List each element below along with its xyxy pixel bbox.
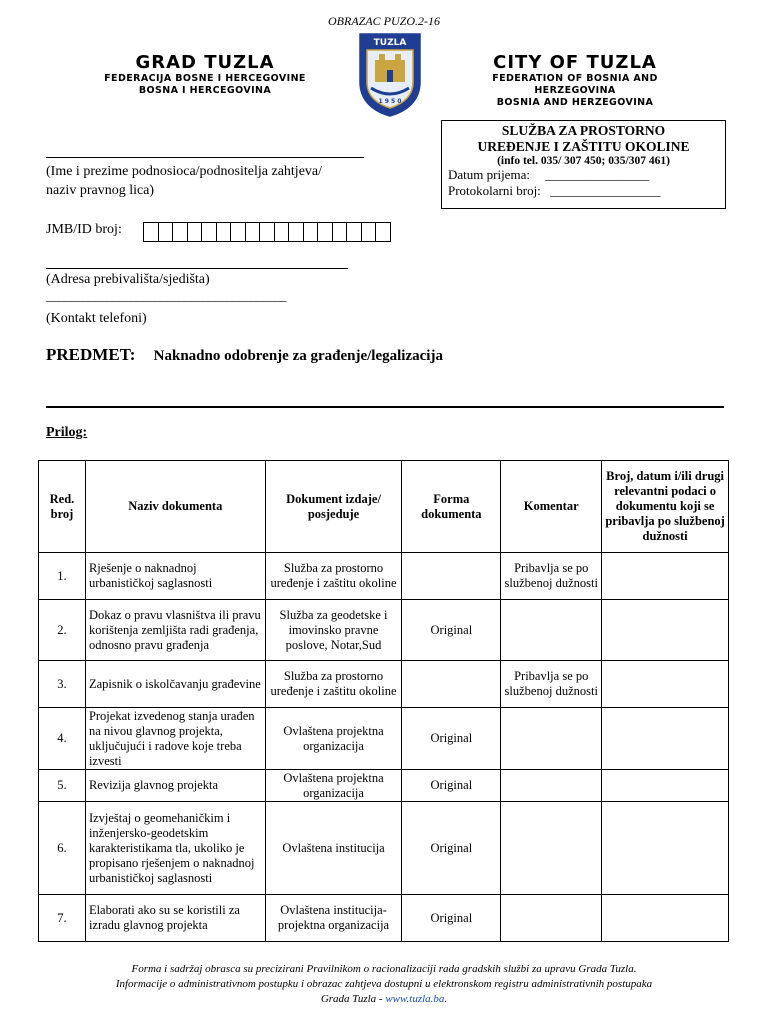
country-bs: BOSNA I HERCEGOVINA xyxy=(138,85,272,96)
footer-line1: Forma i sadržaj obrasca su precizirani Pravilnikom o racionalizaciji rada gradskih službi za upravu Grada Tuzla. xyxy=(131,963,637,975)
row-ref[interactable] xyxy=(602,770,729,802)
row-form: Original xyxy=(402,600,501,661)
form-code: OBRAZAC PUZO.2-16 xyxy=(328,14,440,28)
table-row xyxy=(39,661,729,708)
table-row xyxy=(39,802,729,895)
row-name: Rješenje o naknadnoj urbanističkoj saglasnosti xyxy=(85,553,265,600)
row-ref[interactable] xyxy=(602,661,729,708)
row-issuer: Služba za prostorno uređenje i zaštitu okoline xyxy=(265,661,402,708)
row-issuer: Ovlaštena institucija-projektna organizacija xyxy=(265,895,402,942)
table-row xyxy=(39,708,729,770)
subject-label: PREDMET: xyxy=(46,345,136,364)
name-field-line[interactable] xyxy=(46,157,364,158)
row-num: 7. xyxy=(39,895,86,942)
table-row xyxy=(39,770,729,802)
row-form: Original xyxy=(402,708,501,770)
jmb-label: JMB/ID broj: xyxy=(46,222,122,237)
city-title-bs: GRAD TUZLA xyxy=(135,52,275,73)
row-num: 2. xyxy=(39,600,86,661)
footer-line2: Informacije o administrativnom postupku i obrazac zahtjeva dostupni u elektronskom registru administrativnih postupaka xyxy=(115,978,653,990)
row-ref[interactable] xyxy=(602,802,729,895)
header-form: Forma dokumenta xyxy=(402,461,501,553)
row-form: Original xyxy=(402,802,501,895)
row-form: Original xyxy=(402,770,501,802)
table-row xyxy=(39,600,729,661)
name-label-line2: naziv pravnog lica) xyxy=(46,183,155,198)
header-comment: Komentar xyxy=(501,461,602,553)
row-comment xyxy=(501,895,602,942)
date-received-label: Datum prijema: xyxy=(448,167,530,182)
row-name: Projekat izvedenog stanja urađen na nivou glavnog projekta, uključujući i radove koje treba izvesti xyxy=(85,708,265,770)
row-num: 1. xyxy=(39,553,86,600)
row-issuer: Ovlaštena projektna organizacija xyxy=(265,770,402,802)
table-header-row xyxy=(39,461,729,553)
footer-line3-prefix: Grada Tuzla - xyxy=(320,993,386,1005)
row-name: Izvještaj o geomehaničkim i inženjersko-geodetskim karakteristikama tla, ukoliko je propisano rješenjem o naknadnoj urbanističkoj saglasnosti xyxy=(85,802,265,895)
row-form xyxy=(402,661,501,708)
row-ref[interactable] xyxy=(602,895,729,942)
row-comment xyxy=(501,802,602,895)
footer-url-link[interactable]: www.tuzla.ba xyxy=(385,993,445,1005)
office-title-2: UREĐENJE I ZAŠTITU OKOLINE xyxy=(477,139,690,154)
office-info: (info tel. 035/ 307 450; 035/307 461) xyxy=(497,155,670,167)
federation-en: FEDERATION OF BOSNIA AND HERZEGOVINA xyxy=(492,73,658,96)
address-label: (Adresa prebivališta/sjedišta) xyxy=(46,272,210,287)
row-form: Original xyxy=(402,895,501,942)
address-field-line[interactable] xyxy=(46,268,348,269)
footer-line3 xyxy=(0,992,768,1007)
phone-field-line[interactable]: ________________________________________ xyxy=(46,288,286,303)
header-left xyxy=(90,52,320,97)
crest-top-text: TUZLA xyxy=(373,38,407,48)
date-received-row xyxy=(448,167,719,183)
header-issuer: Dokument izdaje/ posjeduje xyxy=(265,461,402,553)
crest-year-text: 1 9 5 0 xyxy=(378,98,402,105)
phone-label: (Kontakt telefoni) xyxy=(46,311,147,326)
row-name: Elaborati ako su se koristili za izradu glavnog projekta xyxy=(85,895,265,942)
header-num: Red. broj xyxy=(39,461,86,553)
protocol-number-field[interactable]: _________________ xyxy=(550,183,661,198)
row-comment: Pribavlja se po službenoj dužnosti xyxy=(501,661,602,708)
row-form xyxy=(402,553,501,600)
table-row xyxy=(39,553,729,600)
office-title-1: SLUŽBA ZA PROSTORNO xyxy=(501,123,666,138)
country-en: BOSNIA AND HERZEGOVINA xyxy=(496,97,654,108)
protocol-number-row xyxy=(448,183,719,199)
subject-text: Naknadno odobrenje za građenje/legalizacija xyxy=(153,348,443,364)
subject-divider xyxy=(46,406,724,408)
row-comment: Pribavlja se po službenoj dužnosti xyxy=(501,553,602,600)
header-ref: Broj, datum i/ili drugi relevantni podaci o dokumentu koji se pribavlja po službenoj dužnosti xyxy=(602,461,729,553)
row-name: Revizija glavnog projekta xyxy=(85,770,265,802)
row-num: 3. xyxy=(39,661,86,708)
name-label xyxy=(46,162,322,200)
federation-bs: FEDERACIJA BOSNE I HERCEGOVINE xyxy=(104,73,306,84)
row-num: 4. xyxy=(39,708,86,770)
row-issuer: Ovlaštena institucija xyxy=(265,802,402,895)
protocol-number-label: Protokolarni broj: xyxy=(448,183,541,198)
office-box xyxy=(441,120,726,209)
city-title-en: CITY OF TUZLA xyxy=(493,52,657,73)
row-num: 6. xyxy=(39,802,86,895)
row-ref[interactable] xyxy=(602,553,729,600)
row-num: 5. xyxy=(39,770,86,802)
row-issuer: Služba za prostorno uređenje i zaštitu okoline xyxy=(265,553,402,600)
name-label-line1: (Ime i prezime podnosioca/podnositelja zahtjeva/ xyxy=(46,164,323,179)
row-name: Zapisnik o iskolčavanju građevine xyxy=(85,661,265,708)
row-issuer: Služba za geodetske i imovinsko pravne poslove, Notar,Sud xyxy=(265,600,402,661)
documents-table xyxy=(38,460,729,942)
subject-row xyxy=(46,345,443,365)
row-ref[interactable] xyxy=(602,600,729,661)
footer xyxy=(0,962,768,1007)
jmb-input-boxes[interactable] xyxy=(143,222,391,242)
date-received-field[interactable]: ________________ xyxy=(545,167,650,182)
header-name: Naziv dokumenta xyxy=(85,461,265,553)
attachments-label: Prilog: xyxy=(46,425,88,440)
row-ref[interactable] xyxy=(602,708,729,770)
row-comment xyxy=(501,770,602,802)
row-issuer: Ovlaštena projektna organizacija xyxy=(265,708,402,770)
header-right xyxy=(450,52,700,109)
table-row xyxy=(39,895,729,942)
city-crest-icon xyxy=(357,30,423,118)
row-comment xyxy=(501,708,602,770)
footer-line3-suffix: . xyxy=(444,993,448,1005)
row-comment xyxy=(501,600,602,661)
row-name: Dokaz o pravu vlasništva ili pravu korištenja zemljišta radi građenja, odnosno pravu građenja xyxy=(85,600,265,661)
